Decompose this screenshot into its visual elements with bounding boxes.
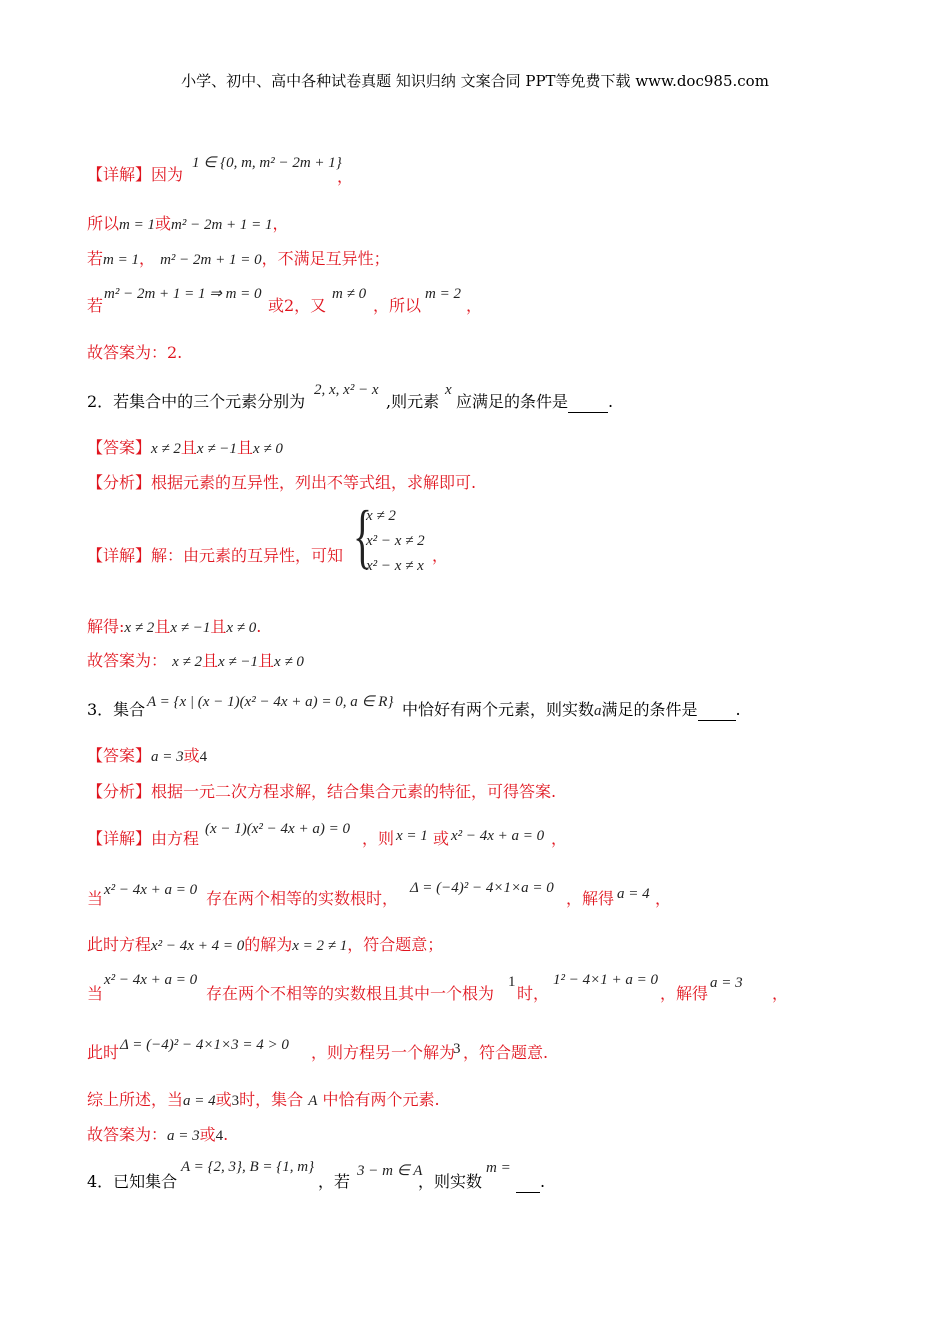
math: 3 − m ∈ A bbox=[357, 1163, 423, 1179]
math: x bbox=[445, 382, 452, 398]
system-row: x² − x ≠ 2 bbox=[366, 533, 425, 549]
detail-tag: 【详解】 bbox=[87, 165, 152, 184]
math: m = 1 bbox=[103, 252, 139, 268]
math: A = {2, 3}, B = {1, m} bbox=[181, 1159, 315, 1175]
text: ，则 bbox=[362, 829, 395, 848]
answer-blank bbox=[568, 392, 608, 413]
q1-detail-line-1: 【详解】因为 bbox=[87, 165, 184, 184]
punct: ， bbox=[432, 546, 449, 565]
q2-final-answer: 故答案为： x ≠ 2且x ≠ −1且x ≠ 0 bbox=[87, 651, 304, 670]
text: 应满足的条件是 . bbox=[456, 392, 614, 411]
q1-set-membership-math: 1 ∈ {0, m, m² − 2m + 1} bbox=[192, 155, 342, 171]
math: a = 4 bbox=[617, 886, 650, 902]
answer-blank bbox=[516, 1172, 540, 1193]
math: 2, x, x² − x bbox=[314, 382, 379, 398]
q3-analysis-line: 【分析】根据一元二次方程求解，结合集合元素的特征，可得答案. bbox=[87, 782, 557, 801]
q3-detail-line-3: 此时方程x² − 4x + 4 = 0的解为x = 2 ≠ 1，符合题意； bbox=[87, 935, 444, 954]
text: 或2，又 bbox=[268, 296, 327, 315]
q1-detail-line-2: 所以m = 1或m² − 2m + 1 = 1， bbox=[87, 214, 289, 233]
q2-detail-line: 【详解】解：由元素的互异性，可知 bbox=[87, 546, 344, 565]
q1-detail-line-3: 若m = 1， m² − 2m + 1 = 0，不满足互异性； bbox=[87, 249, 390, 268]
q3-answer-line: 【答案】a = 3或4 bbox=[87, 746, 208, 765]
punct: ， bbox=[466, 296, 483, 315]
text: ，解得 bbox=[566, 889, 615, 908]
punct: ， bbox=[551, 829, 568, 848]
text: ，若 bbox=[318, 1172, 351, 1191]
text: . bbox=[516, 1172, 545, 1193]
text: ，所以 bbox=[373, 296, 422, 315]
text: 存在两个不相等的实数根且其中一个根为 bbox=[206, 984, 495, 1003]
math: m² − 2m + 1 = 1 ⇒ m = 0 bbox=[104, 286, 262, 302]
math: a = 3 bbox=[710, 975, 743, 991]
q3-detail-line-4: 当 bbox=[87, 984, 104, 1003]
math: 3 bbox=[453, 1041, 461, 1057]
system-row: x² − x ≠ x bbox=[366, 558, 424, 574]
math: m = 1 bbox=[119, 217, 155, 233]
system-left-brace: { bbox=[353, 496, 373, 576]
math: x² − 4x + a = 0 bbox=[451, 828, 545, 844]
q1-answer-line: 故答案为：2. bbox=[87, 343, 183, 362]
punct: ， bbox=[655, 889, 672, 908]
text: 或 bbox=[433, 829, 450, 848]
system-row: x ≠ 2 bbox=[366, 508, 396, 524]
q2-stem: 2．若集合中的三个元素分别为 bbox=[87, 392, 306, 411]
text: ,则元素 bbox=[386, 392, 440, 411]
math: 1² − 4×1 + a = 0 bbox=[553, 972, 658, 988]
text: ，则方程另一个解为 bbox=[311, 1043, 456, 1062]
q3-stem: 3．集合 bbox=[87, 700, 146, 719]
text: 中恰好有两个元素，则实数a满足的条件是 . bbox=[402, 700, 741, 719]
answer-blank bbox=[698, 700, 736, 721]
math: m ≠ 0 bbox=[332, 286, 367, 302]
q4-stem: 4．已知集合 bbox=[87, 1172, 178, 1191]
text: ，解得 bbox=[660, 984, 709, 1003]
q3-final-answer: 故答案为：a = 3或4. bbox=[87, 1125, 229, 1144]
math: m² − 2m + 1 = 1 bbox=[171, 217, 273, 233]
q2-analysis-line: 【分析】根据元素的互异性，列出不等式组，求解即可. bbox=[87, 473, 477, 492]
math: Δ = (−4)² − 4×1×3 = 4 > 0 bbox=[120, 1037, 289, 1053]
math: m² − 2m + 1 = 0 bbox=[160, 252, 262, 268]
math: x² − 4x + a = 0 bbox=[104, 882, 198, 898]
math: m = 2 bbox=[425, 286, 461, 302]
math: 1 bbox=[508, 974, 516, 990]
q3-detail-line-6: 综上所述，当a = 4或3时，集合 A 中恰有两个元素. bbox=[87, 1090, 440, 1109]
q3-detail-line-2: 当 bbox=[87, 889, 104, 908]
q2-solve-line: 解得:x ≠ 2且x ≠ −1且x ≠ 0. bbox=[87, 617, 262, 636]
punct: ， bbox=[337, 167, 354, 186]
text: ，则实数 bbox=[418, 1172, 483, 1191]
q3-detail-line-1: 【详解】由方程 bbox=[87, 829, 200, 848]
q3-detail-line-5: 此时 bbox=[87, 1043, 120, 1062]
page-header: 小学、初中、高中各种试卷真题 知识归纳 文案合同 PPT等免费下载 www.doc985.com bbox=[181, 72, 769, 90]
text: 存在两个相等的实数根时， bbox=[206, 889, 399, 908]
punct: ， bbox=[772, 984, 789, 1003]
math: A = {x | (x − 1)(x² − 4x + a) = 0, a ∈ R} bbox=[147, 694, 394, 710]
text: ，符合题意. bbox=[463, 1043, 549, 1062]
math: (x − 1)(x² − 4x + a) = 0 bbox=[205, 821, 350, 837]
q2-answer-line: 【答案】x ≠ 2且x ≠ −1且x ≠ 0 bbox=[87, 438, 283, 457]
math: Δ = (−4)² − 4×1×a = 0 bbox=[410, 880, 554, 896]
math: m = bbox=[486, 1160, 511, 1176]
text: 时， bbox=[517, 984, 550, 1003]
q1-detail-line-4-start: 若 bbox=[87, 296, 104, 315]
math: x² − 4x + a = 0 bbox=[104, 972, 198, 988]
math: x = 1 bbox=[396, 828, 428, 844]
